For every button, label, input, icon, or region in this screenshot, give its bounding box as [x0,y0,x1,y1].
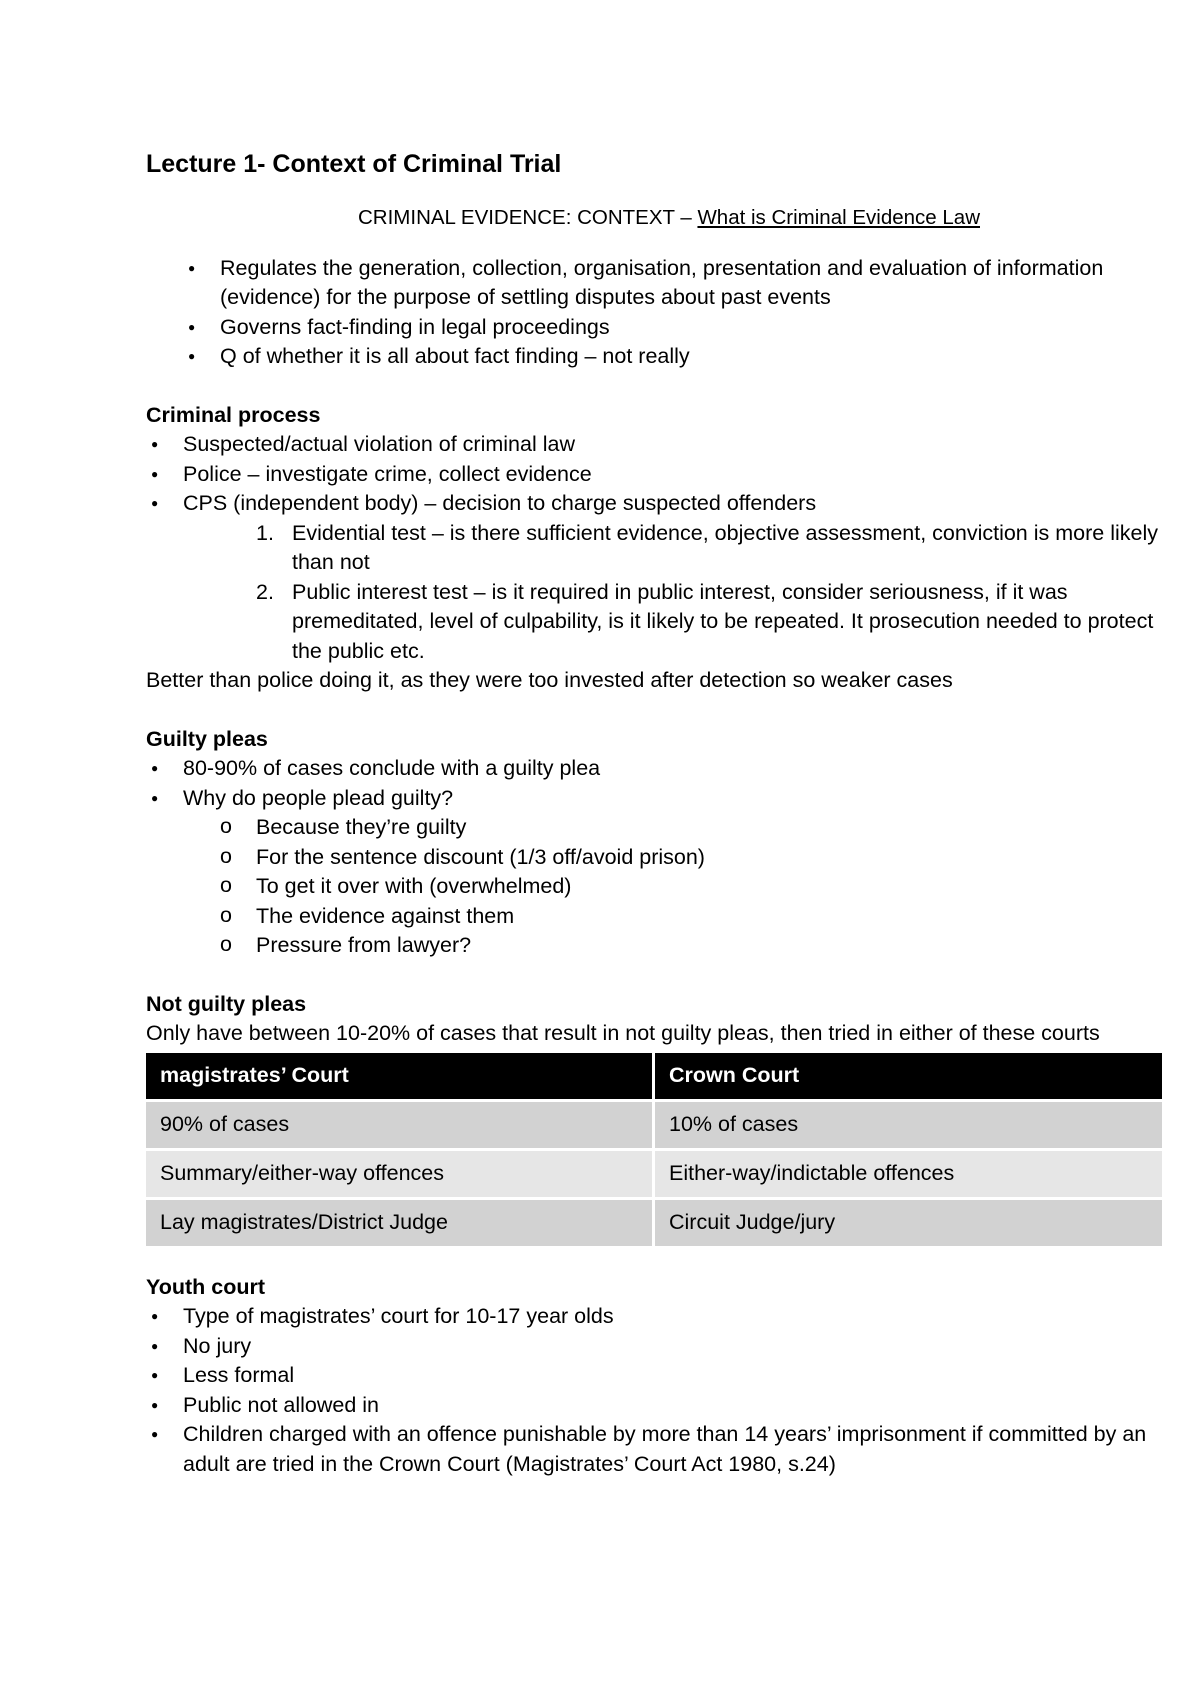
subtitle-prefix: CRIMINAL EVIDENCE: CONTEXT – [358,206,698,229]
guilty-pleas-list [146,754,1162,813]
table-cell: Circuit Judge/jury [655,1200,1162,1246]
table-cell: Either-way/indictable offences [655,1151,1162,1197]
list-item: ● CPS (independent body) – decision to charge suspected offenders [146,489,1162,519]
intro-bullet-list [146,254,1162,372]
guilty-pleas-heading: Guilty pleas [146,726,268,751]
table-cell: 10% of cases [655,1102,1162,1148]
section-subtitle [146,203,1162,233]
table-cell: Summary/either-way offences [146,1151,652,1197]
sub-list-item: o For the sentence discount (1/3 off/avoid prison) [146,843,1162,873]
table-row [146,1102,1162,1148]
not-guilty-pleas-text: Only have between 10-20% of cases that result in not guilty pleas, then tried in either of these courts [146,1021,1100,1045]
list-item: ● No jury [146,1332,1162,1362]
document-content [146,148,1162,1479]
item-number: 1. [256,520,274,545]
table-row [146,1151,1162,1197]
list-item: ● Why do people plead guilty? [146,784,1162,814]
youth-court-list [146,1302,1162,1479]
list-item: ● Suspected/actual violation of criminal law [146,430,1162,460]
not-guilty-pleas-heading: Not guilty pleas [146,991,307,1016]
table-cell: Lay magistrates/District Judge [146,1200,652,1246]
list-item: ● Less formal [146,1361,1162,1391]
list-item: ● Regulates the generation, collection, organisation, presentation and evaluation of information (evidence) for the purpose of settling disputes about past events [146,254,1162,313]
subtitle-underlined: What is Criminal Evidence Law [697,206,980,229]
sub-list-item: o To get it over with (overwhelmed) [146,872,1162,902]
item-text: Public interest test – is it required in public interest, consider seriousness, if it was premeditated, level of culpability, is it likely to be repeated. It prosecution needed to protect the public etc. [292,579,1154,663]
table-cell: 90% of cases [146,1102,652,1148]
sub-list-item: o The evidence against them [146,902,1162,932]
sub-list-item: o Pressure from lawyer? [146,931,1162,961]
list-item: ● 80-90% of cases conclude with a guilty plea [146,754,1162,784]
sub-list-item: o Because they’re guilty [146,813,1162,843]
page-title: Lecture 1- Context of Criminal Trial [146,150,562,178]
item-number: 2. [256,579,274,604]
list-item: ● Children charged with an offence punishable by more than 14 years’ imprisonment if committed by an adult are tried in the Crown Court (Magistrates’ Court Act 1980, s.24) [146,1420,1162,1479]
list-item: ● Governs fact-finding in legal proceedings [146,313,1162,343]
table-header-cell: Crown Court [655,1053,1162,1099]
list-item: ● Public not allowed in [146,1391,1162,1421]
item-text: Evidential test – is there sufficient evidence, objective assessment, conviction is more likely than not [292,520,1158,574]
list-item: ● Q of whether it is all about fact finding – not really [146,342,1162,372]
cps-tests-list [146,519,1162,667]
criminal-process-note: Better than police doing it, as they were too invested after detection so weaker cases [146,668,953,692]
list-item: ● Police – investigate crime, collect evidence [146,460,1162,490]
table-header-row [146,1053,1162,1099]
list-item: ● Type of magistrates’ court for 10-17 year olds [146,1302,1162,1332]
guilty-reasons-list [146,813,1162,961]
table-header-cell: magistrates’ Court [146,1053,652,1099]
numbered-item [146,578,1162,667]
criminal-process-list [146,430,1162,519]
table-row [146,1200,1162,1246]
numbered-item [146,519,1162,578]
courts-table [143,1050,1165,1249]
youth-court-heading: Youth court [146,1274,266,1299]
criminal-process-heading: Criminal process [146,402,321,427]
